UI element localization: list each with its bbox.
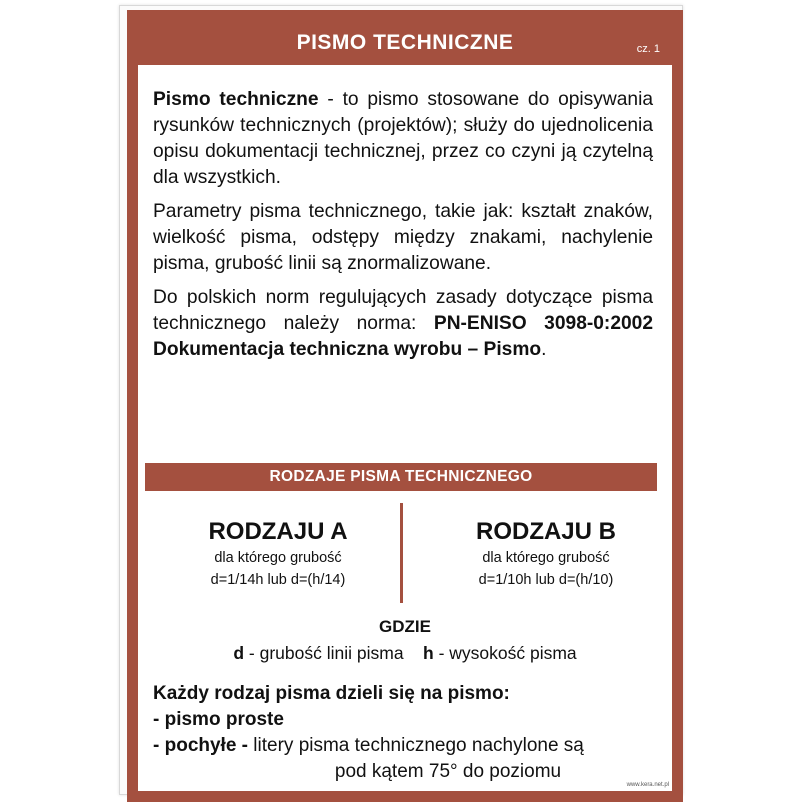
d-symbol: d bbox=[233, 643, 245, 663]
form-slanted-text: litery pisma technicznego nachylone są bbox=[248, 735, 584, 756]
intro-text bbox=[153, 87, 653, 371]
parameters-paragraph: Parametry pisma technicznego, takie jak: kształt znaków, wielkość pisma, odstępy między znakami, nachylenie pisma, grubość linii są znormalizowane. bbox=[153, 201, 653, 274]
part-label: cz. 1 bbox=[636, 43, 660, 55]
type-b-line2: d=1/10h lub d=(h/10) bbox=[478, 572, 614, 588]
definition-paragraph bbox=[153, 87, 653, 191]
norm-paragraph bbox=[153, 285, 653, 363]
form-straight: - pismo proste bbox=[153, 709, 284, 730]
norm-end: . bbox=[541, 339, 547, 360]
norm-name: PN-ENISO 3098-0:2002 Dokumentacja techniczna wyrobu – Pismo bbox=[153, 313, 654, 360]
h-definition: - wysokość pisma bbox=[433, 643, 577, 663]
legend-definitions bbox=[138, 640, 672, 666]
form-slanted bbox=[153, 733, 663, 759]
section-title: RODZAJE PISMA TECHNICZNEGO bbox=[269, 468, 533, 485]
forms-lead: Każdy rodzaj pisma dzieli się na pismo: bbox=[153, 683, 510, 704]
section-bar bbox=[145, 463, 657, 491]
h-symbol: h bbox=[423, 643, 434, 663]
type-a-column bbox=[153, 517, 403, 591]
column-divider bbox=[400, 503, 403, 603]
d-definition: - grubość linii pisma bbox=[244, 643, 404, 663]
form-slanted-continued: pod kątem 75° do poziomu bbox=[334, 761, 562, 782]
form-slanted-label: - pochyłe - bbox=[153, 735, 249, 756]
definition-term: Pismo techniczne bbox=[153, 89, 319, 110]
norm-intro: Do polskich norm regulujących zasady dotyczące pisma technicznego należy norma: bbox=[153, 287, 653, 334]
type-a-line2: d=1/14h lub d=(h/14) bbox=[210, 572, 346, 588]
poster-title: PISMO TECHNICZNE bbox=[296, 31, 514, 54]
type-a-line1: dla którego grubość bbox=[214, 550, 342, 566]
type-b-line1: dla którego grubość bbox=[482, 550, 610, 566]
definition-text: - to pismo stosowane do opisywania rysunków technicznych (projektów); służy do ujednolicenia opisu dokumentacji technicznej, przez co czyni ją czytelną dla wszystkich. bbox=[153, 89, 654, 188]
publisher-credit: www.kera.net.pl bbox=[626, 782, 669, 788]
type-a-title: RODZAJU A bbox=[208, 518, 348, 545]
forms-list bbox=[153, 681, 663, 785]
type-b-column bbox=[421, 517, 671, 591]
title-bar bbox=[138, 21, 672, 65]
poster-frame bbox=[127, 10, 683, 802]
type-b-title: RODZAJU B bbox=[475, 518, 616, 545]
legend-heading: GDZIE bbox=[379, 617, 431, 636]
